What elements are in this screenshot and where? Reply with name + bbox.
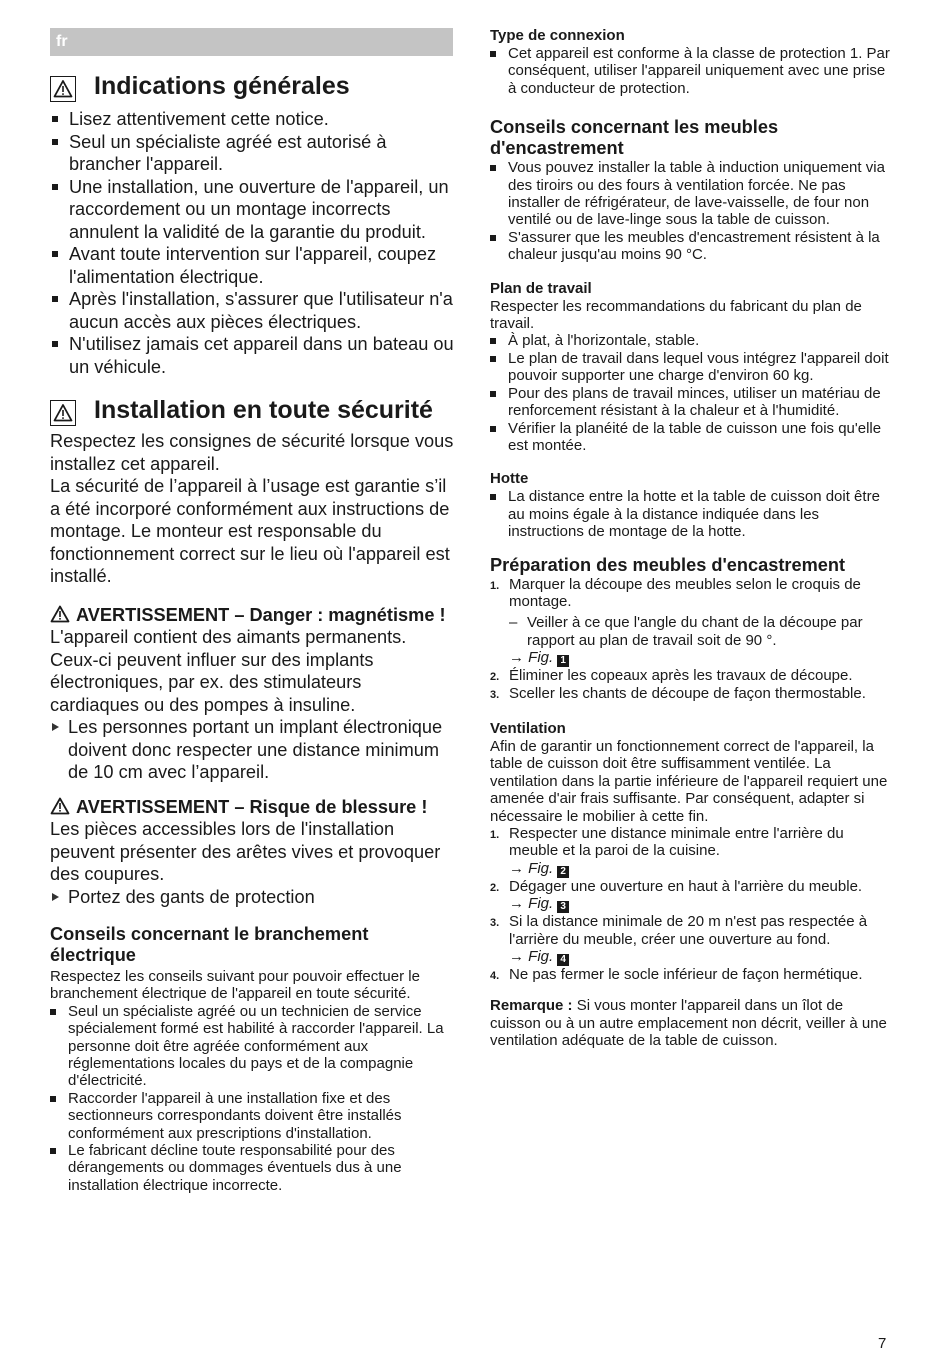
section-installation-heading xyxy=(50,398,455,426)
step-item xyxy=(490,685,895,702)
worktop-heading: Plan de travail xyxy=(490,279,592,297)
step-number: 4. xyxy=(490,970,500,983)
warning-injury-action xyxy=(50,886,455,909)
action-item: Portez des gants de protection xyxy=(50,886,455,909)
section-general-heading xyxy=(50,74,455,102)
list-item: Le fabricant décline toute responsabilité pour des dérangements ou dommages éventuels dus à une installation électrique incorrecte. xyxy=(50,1142,455,1194)
furniture-heading: Conseils concernant les meubles d'encastrement xyxy=(490,117,779,159)
list-item: Seul un spécialiste agréé est autorisé à brancher l'appareil. xyxy=(50,131,455,176)
step-number: 2. xyxy=(490,881,500,894)
figure-label: Fig. xyxy=(528,948,554,966)
warning-sign-icon xyxy=(50,605,70,623)
action-item: Les personnes portant un implant électronique doivent donc respecter une distance minimum de 10 cm avec l’appareil. xyxy=(50,716,455,784)
list-item: Lisez attentivement cette notice. xyxy=(50,108,455,131)
hood-heading: Hotte xyxy=(490,470,529,488)
ventilation-steps-3 xyxy=(490,913,895,948)
electrical-heading: Conseils concernant le branchement électrique xyxy=(50,924,369,965)
arrow-icon: → xyxy=(509,948,524,966)
step-text: Sceller les chants de découpe de façon thermostable. xyxy=(509,684,866,702)
list-item: N'utilisez jamais cet appareil dans un bateau ou un véhicule. xyxy=(50,333,455,378)
list-item: Seul un spécialiste agréé ou un technicien de service spécialement formé est habilité à raccorder l'appareil. La personne doit être agréée conformément aux réglementations locales du pays et de la compagnie d'électricité. xyxy=(50,1003,455,1090)
warning-injury-text: Les pièces accessibles lors de l'installation peuvent présenter des arêtes vives et provoquer des coupures. xyxy=(50,819,441,884)
installation-paragraph-1: Respectez les consignes de sécurité lorsque vous installez cet appareil. xyxy=(50,431,454,474)
ventilation-heading: Ventilation xyxy=(490,719,566,737)
warning-triangle-icon xyxy=(50,76,76,102)
figure-reference xyxy=(490,649,895,667)
figure-number-badge: 2 xyxy=(557,866,569,878)
worktop-list xyxy=(490,332,895,454)
ventilation-steps-2 xyxy=(490,878,895,895)
ventilation-intro: Afin de garantir un fonctionnement correct de l'appareil, la table de cuisson doit être suffisamment ventilée. La ventilation dans la partie inférieure de l'appareil requiert une amenée d'air frais suffisante. Par conséquent, adapter si nécessaire le mobilier à cette fin. xyxy=(490,737,888,825)
preparation-steps-cont xyxy=(490,667,895,702)
furniture-list xyxy=(490,159,895,263)
warning-injury-title: AVERTISSEMENT – Risque de blessure ! xyxy=(76,796,428,817)
ventilation-steps xyxy=(490,825,895,860)
electrical-intro: Respectez les conseils suivant pour pouvoir effectuer le branchement électrique de l'appareil en toute sécurité. xyxy=(50,968,420,1003)
figure-number-badge: 1 xyxy=(557,655,569,667)
list-item: Après l'installation, s'assurer que l'utilisateur n'a aucun accès aux pièces électriques. xyxy=(50,288,455,333)
warning-magnetism-text: L'appareil contient des aimants permanents. Ceux-ci peuvent influer sur des implants électroniques, par ex. des stimulateurs cardiaques ou des pompes à insuline. xyxy=(50,627,407,715)
remark-label: Remarque : xyxy=(490,997,573,1015)
ventilation-steps-4 xyxy=(490,966,895,983)
figure-reference xyxy=(490,895,895,913)
section-installation-title: Installation en toute sécurité xyxy=(94,396,433,424)
list-item: Vérifier la planéité de la table de cuisson une fois qu'elle est montée. xyxy=(490,420,895,455)
section-general-title: Indications générales xyxy=(94,72,350,100)
step-number: 3. xyxy=(490,688,500,701)
left-column xyxy=(50,74,455,1194)
list-item: Avant toute intervention sur l'appareil, coupez l'alimentation électrique. xyxy=(50,243,455,288)
page-number: 7 xyxy=(878,1335,887,1352)
preparation-heading: Préparation des meubles d'encastrement xyxy=(490,554,846,575)
step-text: Éliminer les copeaux après les travaux de découpe. xyxy=(509,667,853,685)
warning-triangle-icon xyxy=(50,400,76,426)
warning-magnetism-title: AVERTISSEMENT – Danger : magnétisme ! xyxy=(76,604,446,625)
worktop-intro: Respecter les recommandations du fabricant du plan de travail. xyxy=(490,297,862,333)
warning-injury-heading xyxy=(50,796,455,819)
language-code: fr xyxy=(56,33,68,50)
step-item xyxy=(490,576,895,611)
list-item: Raccorder l'appareil à une installation fixe et des sectionneurs correspondants doivent être installés conformément aux prescriptions d'installation. xyxy=(50,1090,455,1142)
step-text: Marquer la découpe des meubles selon le croquis de montage. xyxy=(509,575,861,610)
figure-reference xyxy=(490,860,895,878)
remark xyxy=(490,997,895,1049)
remark-text: Si vous monter l'appareil dans un îlot de cuisson ou à un autre emplacement non décrit, veiller à une ventilation adéquate de la table de cuisson. xyxy=(490,997,887,1050)
step-item xyxy=(490,913,895,948)
list-item: Cet appareil est conforme à la classe de protection 1. Par conséquent, utiliser l'appareil uniquement avec une prise à conducteur de protection. xyxy=(490,45,895,97)
list-item: Pour des plans de travail minces, utiliser un matériau de renforcement résistant à la chaleur et à l'humidité. xyxy=(490,385,895,420)
connection-heading: Type de connexion xyxy=(490,27,625,44)
figure-label: Fig. xyxy=(528,895,554,913)
step-item xyxy=(490,878,895,895)
step-number: 3. xyxy=(490,917,500,930)
electrical-list xyxy=(50,1003,455,1194)
arrow-icon: → xyxy=(509,859,524,877)
preparation-substep: – Veiller à ce que l'angle du chant de la découpe par rapport au plan de travail soit de 90 °. xyxy=(490,614,895,649)
step-item xyxy=(490,966,895,983)
warning-magnetism-heading xyxy=(50,604,455,627)
list-item: Une installation, une ouverture de l'appareil, un raccordement ou un montage incorrects annulent la validité de la garantie du produit. xyxy=(50,176,455,244)
list-item: Le plan de travail dans lequel vous intégrez l'appareil doit pouvoir supporter une charge d'environ 60 kg. xyxy=(490,350,895,385)
step-item xyxy=(490,667,895,684)
installation-paragraph-2: La sécurité de l’appareil à l’usage est garantie s’il a été incorporé conformément aux instructions de montage. Le monteur est responsable du fonctionnement correct sur le lieu où l'appareil est installé. xyxy=(50,476,450,586)
warning-magnetism-action xyxy=(50,716,455,784)
figure-label: Fig. xyxy=(528,859,554,877)
step-item xyxy=(490,825,895,860)
step-text: Si la distance minimale de 20 m n'est pas respectée à l'arrière du meuble, créer une ouverture au fond. xyxy=(509,913,868,948)
step-number: 1. xyxy=(490,829,500,841)
figure-number-badge: 3 xyxy=(557,901,569,913)
step-number: 2. xyxy=(490,671,500,684)
list-item: À plat, à l'horizontale, stable. xyxy=(490,332,895,349)
step-text: Respecter une distance minimale entre l'arrière du meuble et la paroi de la cuisine. xyxy=(509,825,844,860)
figure-reference xyxy=(490,948,895,966)
step-text: Ne pas fermer le socle inférieur de façon hermétique. xyxy=(509,966,863,984)
figure-number-badge: 4 xyxy=(557,954,569,966)
list-item: La distance entre la hotte et la table de cuisson doit être au moins égale à la distance indiquée dans les instructions de montage de la hotte. xyxy=(490,488,895,540)
arrow-icon: → xyxy=(509,895,524,913)
figure-label: Fig. xyxy=(528,649,554,667)
connection-list xyxy=(490,45,895,97)
language-bar xyxy=(50,28,453,56)
right-column xyxy=(490,27,895,1050)
arrow-icon: → xyxy=(509,649,524,667)
step-number: 1. xyxy=(490,579,500,592)
list-item: Vous pouvez installer la table à induction uniquement via des tiroirs ou des fours à ventilation forcée. Ne pas installer de réfrigérateur, de lave-vaisselle, de four non ventilé ou de lave-linge sous la table de cuisson. xyxy=(490,159,895,229)
step-text: Dégager une ouverture en haut à l'arrière du meuble. xyxy=(509,877,863,895)
preparation-steps xyxy=(490,576,895,611)
hood-list xyxy=(490,488,895,540)
warning-sign-icon xyxy=(50,797,70,815)
general-list xyxy=(50,108,455,378)
list-item: S'assurer que les meubles d'encastrement résistent à la chaleur jusqu'au moins 90 °C. xyxy=(490,229,895,264)
